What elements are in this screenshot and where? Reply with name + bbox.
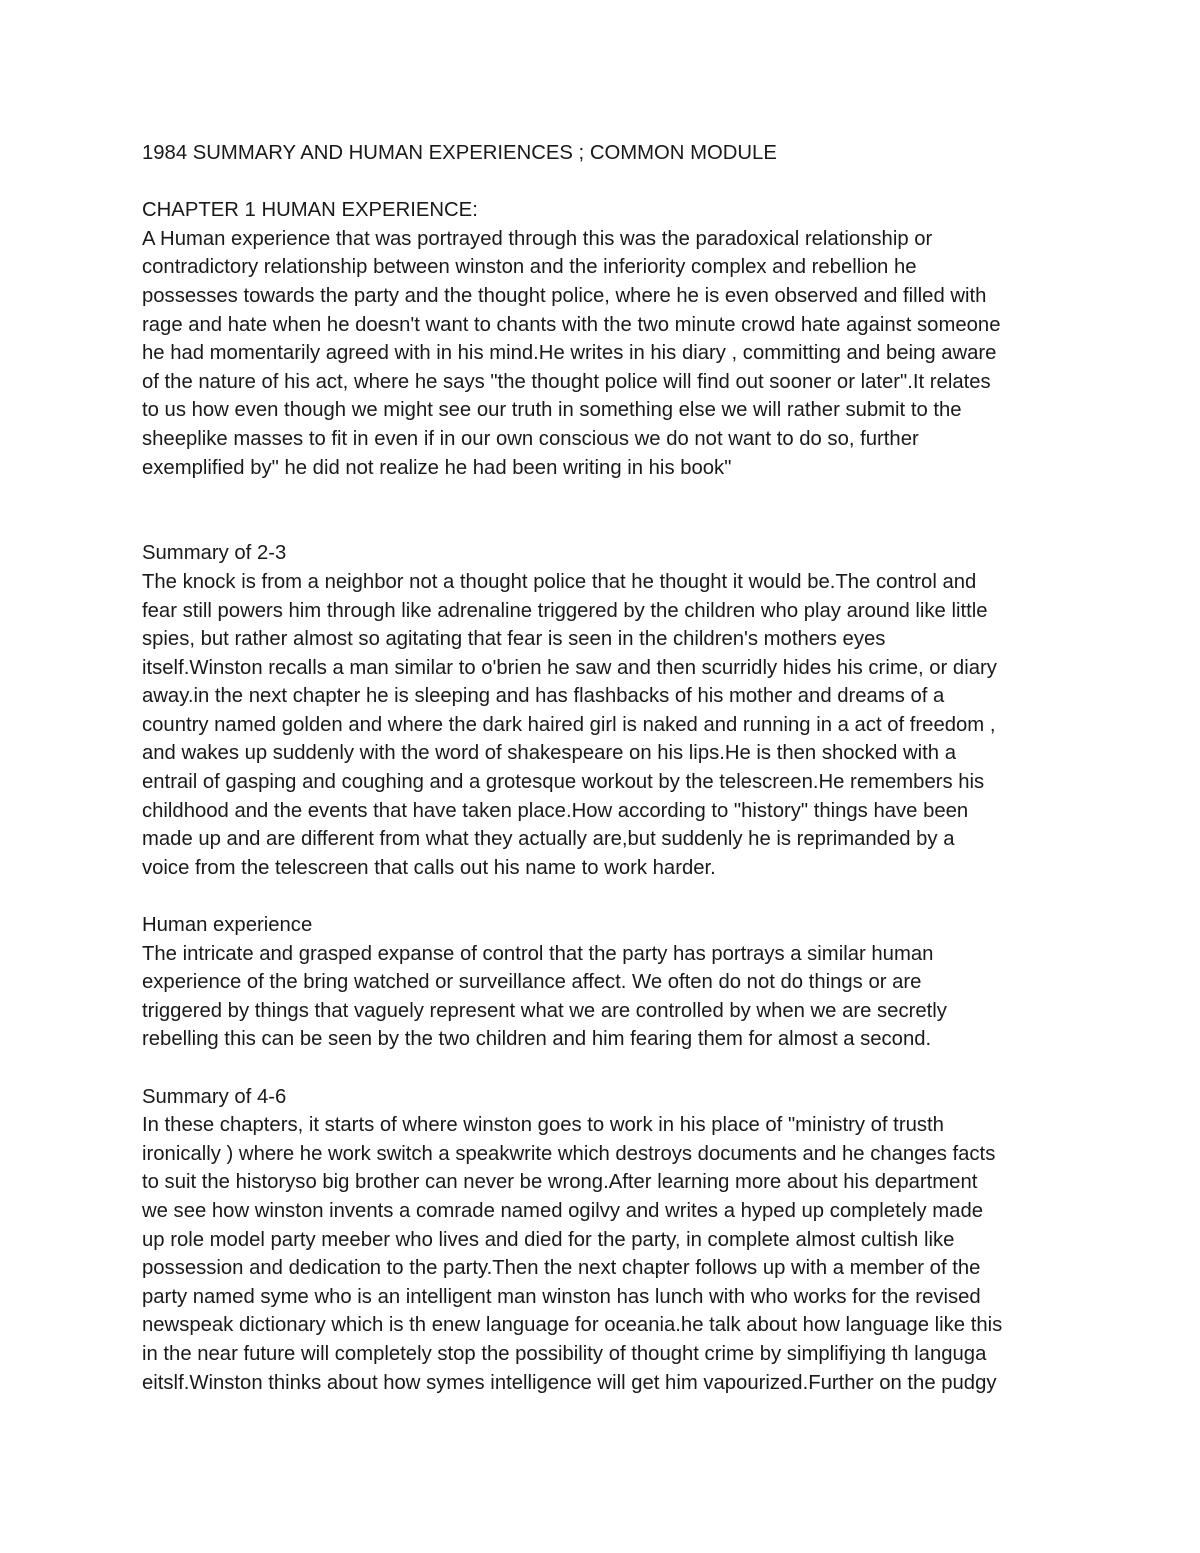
- paragraph-line: we see how winston invents a comrade named ogilvy and writes a hyped up completely made: [142, 1199, 983, 1222]
- paragraph-line: newspeak dictionary which is th enew language for oceania.he talk about how language like this: [142, 1314, 1003, 1337]
- paragraph-line: spies, but rather almost so agitating that fear is seen in the children's mothers eyes: [142, 628, 886, 651]
- section-human-experience: [142, 911, 1072, 1054]
- section-heading: CHAPTER 1 HUMAN EXPERIENCE:: [142, 199, 478, 222]
- paragraph-line: childhood and the events that have taken place.How according to "history" things have been: [142, 799, 969, 822]
- paragraph-line: and wakes up suddenly with the word of shakespeare on his lips.He is then shocked with a: [142, 742, 956, 765]
- document-body: [142, 139, 1072, 1397]
- paragraph-line: In these chapters, it starts of where winston goes to work in his place of "ministry of trusth: [142, 1114, 944, 1137]
- paragraph-line: itself.Winston recalls a man similar to o'brien he saw and then scurridly hides his crime, or diary: [142, 656, 997, 679]
- paragraph-line: country named golden and where the dark haired girl is naked and running in a act of freedom ,: [142, 713, 996, 736]
- paragraph-line: he had momentarily agreed with in his mind.He writes in his diary , committing and being aware: [142, 342, 997, 365]
- section-heading: Summary of 2-3: [142, 542, 287, 565]
- paragraph-line: fear still powers him through like adrenaline triggered by the children who play around like little: [142, 599, 988, 622]
- paragraph-line: rebelling this can be seen by the two children and him fearing them for almost a second.: [142, 1028, 932, 1051]
- paragraph-line: in the near future will completely stop the possibility of thought crime by simplifiying th languga: [142, 1342, 987, 1365]
- paragraph-line: of the nature of his act, where he says "the thought police will find out sooner or later".It relates: [142, 370, 991, 393]
- paragraph-line: possesses towards the party and the thought police, where he is even observed and filled with: [142, 284, 987, 307]
- section-heading: Summary of 4-6: [142, 1085, 287, 1108]
- spacer: [142, 168, 1072, 197]
- paragraph-line: to us how even though we might see our truth in something else we will rather submit to the: [142, 399, 962, 422]
- spacer: [142, 482, 1072, 539]
- spacer: [142, 1054, 1072, 1083]
- section-heading: Human experience: [142, 914, 313, 937]
- paragraph-line: The intricate and grasped expanse of control that the party has portrays a similar human: [142, 942, 934, 965]
- document-title: 1984 SUMMARY AND HUMAN EXPERIENCES ; COMMON MODULE: [142, 142, 777, 164]
- section-summary-4-6: [142, 1083, 1072, 1398]
- paragraph-line: experience of the bring watched or surveillance affect. We often do not do things or are: [142, 971, 922, 994]
- section-summary-2-3: [142, 539, 1072, 882]
- paragraph-line: up role model party meeber who lives and died for the party, in complete almost cultish like: [142, 1228, 955, 1251]
- paragraph-line: eitslf.Winston thinks about how symes intelligence will get him vapourized.Further on the pudgy: [142, 1371, 997, 1394]
- section-chapter-1: [142, 196, 1072, 482]
- paragraph-line: A Human experience that was portrayed through this was the paradoxical relationship or: [142, 227, 933, 250]
- paragraph-line: rage and hate when he doesn't want to chants with the two minute crowd hate against someone: [142, 313, 1001, 336]
- paragraph-line: possession and dedication to the party.Then the next chapter follows up with a member of the: [142, 1257, 981, 1280]
- paragraph-line: exemplified by" he did not realize he had been writing in his book": [142, 456, 732, 479]
- paragraph-line: made up and are different from what they actually are,but suddenly he is reprimanded by a: [142, 828, 955, 851]
- paragraph-line: sheeplike masses to fit in even if in our own conscious we do not want to do so, further: [142, 427, 919, 450]
- paragraph-line: ironically ) where he work switch a speakwrite which destroys documents and he changes facts: [142, 1142, 996, 1165]
- paragraph-line: triggered by things that vaguely represent what we are controlled by when we are secretly: [142, 999, 947, 1022]
- paragraph-line: The knock is from a neighbor not a thought police that he thought it would be.The control and: [142, 570, 977, 593]
- paragraph-line: voice from the telescreen that calls out his name to work harder.: [142, 856, 716, 879]
- paragraph-line: away.in the next chapter he is sleeping and has flashbacks of his mother and dreams of a: [142, 685, 945, 708]
- paragraph-line: contradictory relationship between winston and the inferiority complex and rebellion he: [142, 256, 917, 279]
- paragraph-line: to suit the historyso big brother can never be wrong.After learning more about his department: [142, 1171, 978, 1194]
- paragraph-line: entrail of gasping and coughing and a grotesque workout by the telescreen.He remembers his: [142, 771, 985, 794]
- paragraph-line: party named syme who is an intelligent man winston has lunch with who works for the revised: [142, 1285, 981, 1308]
- spacer: [142, 882, 1072, 911]
